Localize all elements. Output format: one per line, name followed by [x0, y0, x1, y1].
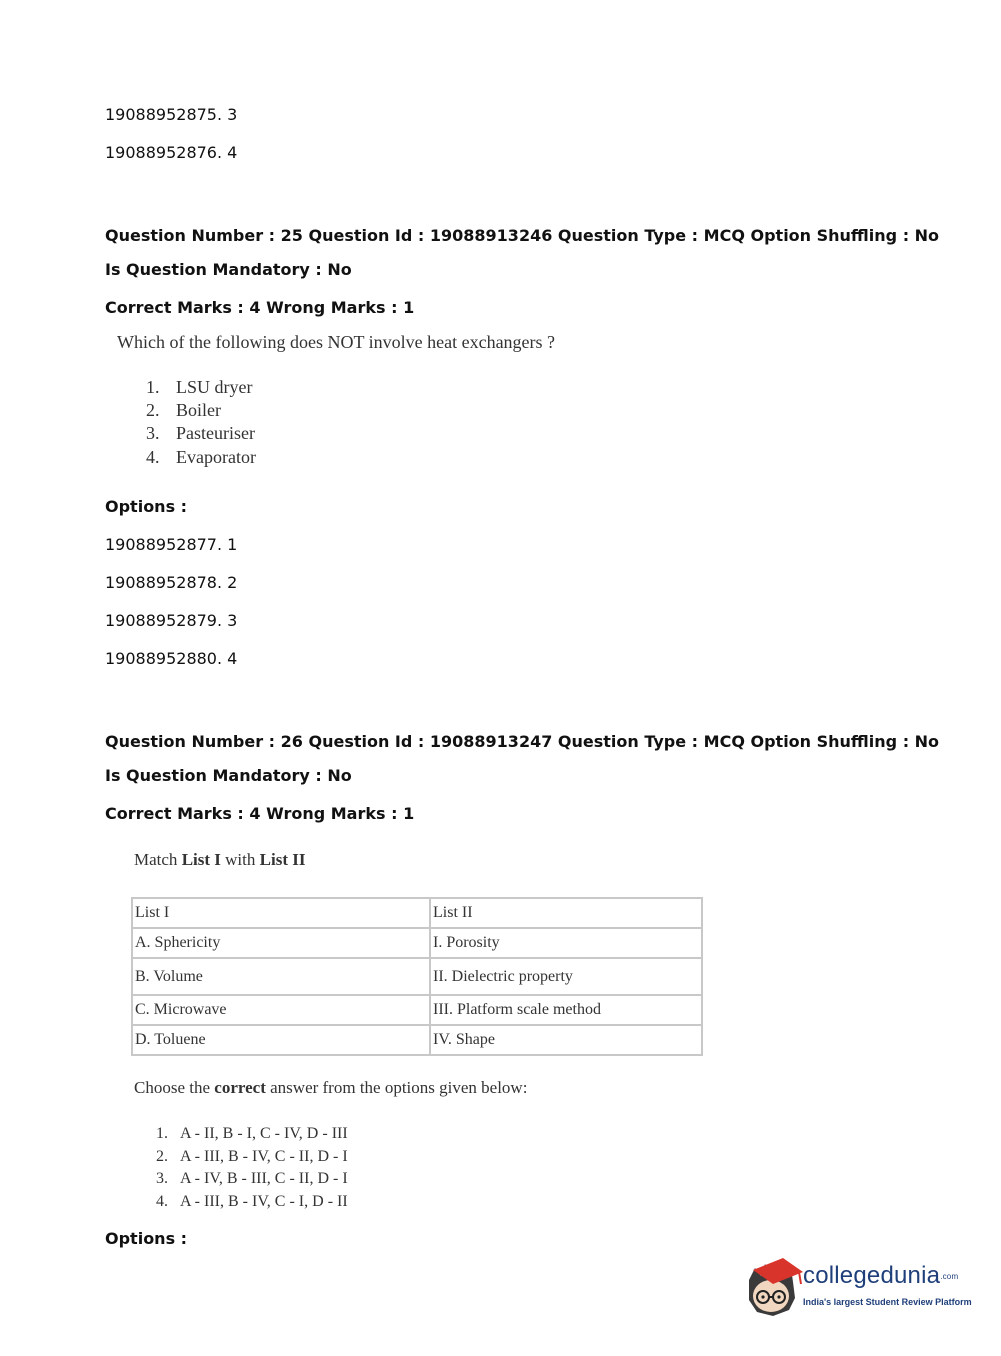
question-mandatory: Is Question Mandatory : No [105, 260, 352, 279]
choice-number: 4. [156, 1193, 168, 1210]
choice-text: A - III, B - IV, C - I, D - II [180, 1193, 348, 1210]
question-header: Question Number : 25 Question Id : 19088913246 Question Type : MCQ Option Shuffling : No [105, 226, 940, 245]
choice-item [156, 1170, 348, 1188]
table-header-cell: List I [132, 898, 430, 928]
choice-item [146, 377, 252, 398]
choice-text: A - IV, B - III, C - II, D - I [180, 1170, 348, 1187]
choice-number: 1. [146, 377, 160, 397]
choice-number: 1. [156, 1125, 168, 1142]
question-marks: Correct Marks : 4 Wrong Marks : 1 [105, 804, 415, 823]
choice-item [146, 400, 221, 421]
table-cell: B. Volume [132, 958, 430, 995]
question-header: Question Number : 26 Question Id : 19088913247 Question Type : MCQ Option Shuffling : No [105, 732, 940, 751]
question-text: Which of the following does NOT involve heat exchangers ? [117, 332, 556, 352]
table-cell: II. Dielectric property [430, 958, 702, 995]
table-header-row [132, 898, 702, 928]
choice-text: Boiler [176, 400, 221, 420]
mascot-icon [749, 1258, 803, 1316]
match-table [131, 897, 703, 1056]
table-cell: I. Porosity [430, 928, 702, 958]
option-line: 19088952878. 2 [105, 573, 238, 592]
choice-text: A - III, B - IV, C - II, D - I [180, 1148, 348, 1165]
choice-item [146, 423, 255, 444]
logo-wordmark [803, 1262, 958, 1290]
answer-instruction [134, 1078, 527, 1098]
table-row [132, 958, 702, 995]
match-list2: List II [259, 850, 306, 869]
logo-tagline: India's largest Student Review Platform [803, 1297, 972, 1307]
table-cell: D. Toluene [132, 1025, 430, 1055]
option-line: 19088952879. 3 [105, 611, 238, 630]
choice-number: 2. [146, 400, 160, 420]
table-cell: C. Microwave [132, 995, 430, 1025]
choice-item [156, 1148, 348, 1166]
table-row [132, 995, 702, 1025]
choice-text: LSU dryer [176, 377, 253, 397]
match-mid: with [220, 850, 260, 869]
choice-text: Evaporator [176, 447, 256, 467]
logo-word: collegedunia [803, 1262, 941, 1289]
choice-item [156, 1125, 348, 1143]
question-marks: Correct Marks : 4 Wrong Marks : 1 [105, 298, 415, 317]
match-list1: List I [181, 850, 221, 869]
match-instruction [134, 850, 305, 870]
logo-tld: .com [940, 1272, 959, 1282]
table-cell: IV. Shape [430, 1025, 702, 1055]
option-line: 19088952877. 1 [105, 535, 238, 554]
option-line: 19088952876. 4 [105, 143, 238, 162]
options-label: Options : [105, 497, 188, 516]
table-header-cell: List II [430, 898, 702, 928]
choice-text: A - II, B - I, C - IV, D - III [180, 1125, 348, 1142]
options-label: Options : [105, 1229, 188, 1248]
choice-number: 2. [156, 1148, 168, 1165]
table-cell: III. Platform scale method [430, 995, 702, 1025]
table-row [132, 1025, 702, 1055]
answer-prefix: Choose the [134, 1078, 215, 1097]
choice-number: 3. [156, 1170, 168, 1187]
match-prefix: Match [134, 850, 182, 869]
option-line: 19088952875. 3 [105, 105, 238, 124]
answer-suffix: answer from the options given below: [265, 1078, 528, 1097]
option-line: 19088952880. 4 [105, 649, 238, 668]
answer-bold: correct [214, 1078, 266, 1097]
choice-number: 4. [146, 447, 160, 467]
choice-item [146, 447, 256, 468]
question-mandatory: Is Question Mandatory : No [105, 766, 352, 785]
table-cell: A. Sphericity [132, 928, 430, 958]
choice-text: Pasteuriser [176, 423, 255, 443]
table-row [132, 928, 702, 958]
choice-item [156, 1193, 348, 1211]
choice-number: 3. [146, 423, 160, 443]
